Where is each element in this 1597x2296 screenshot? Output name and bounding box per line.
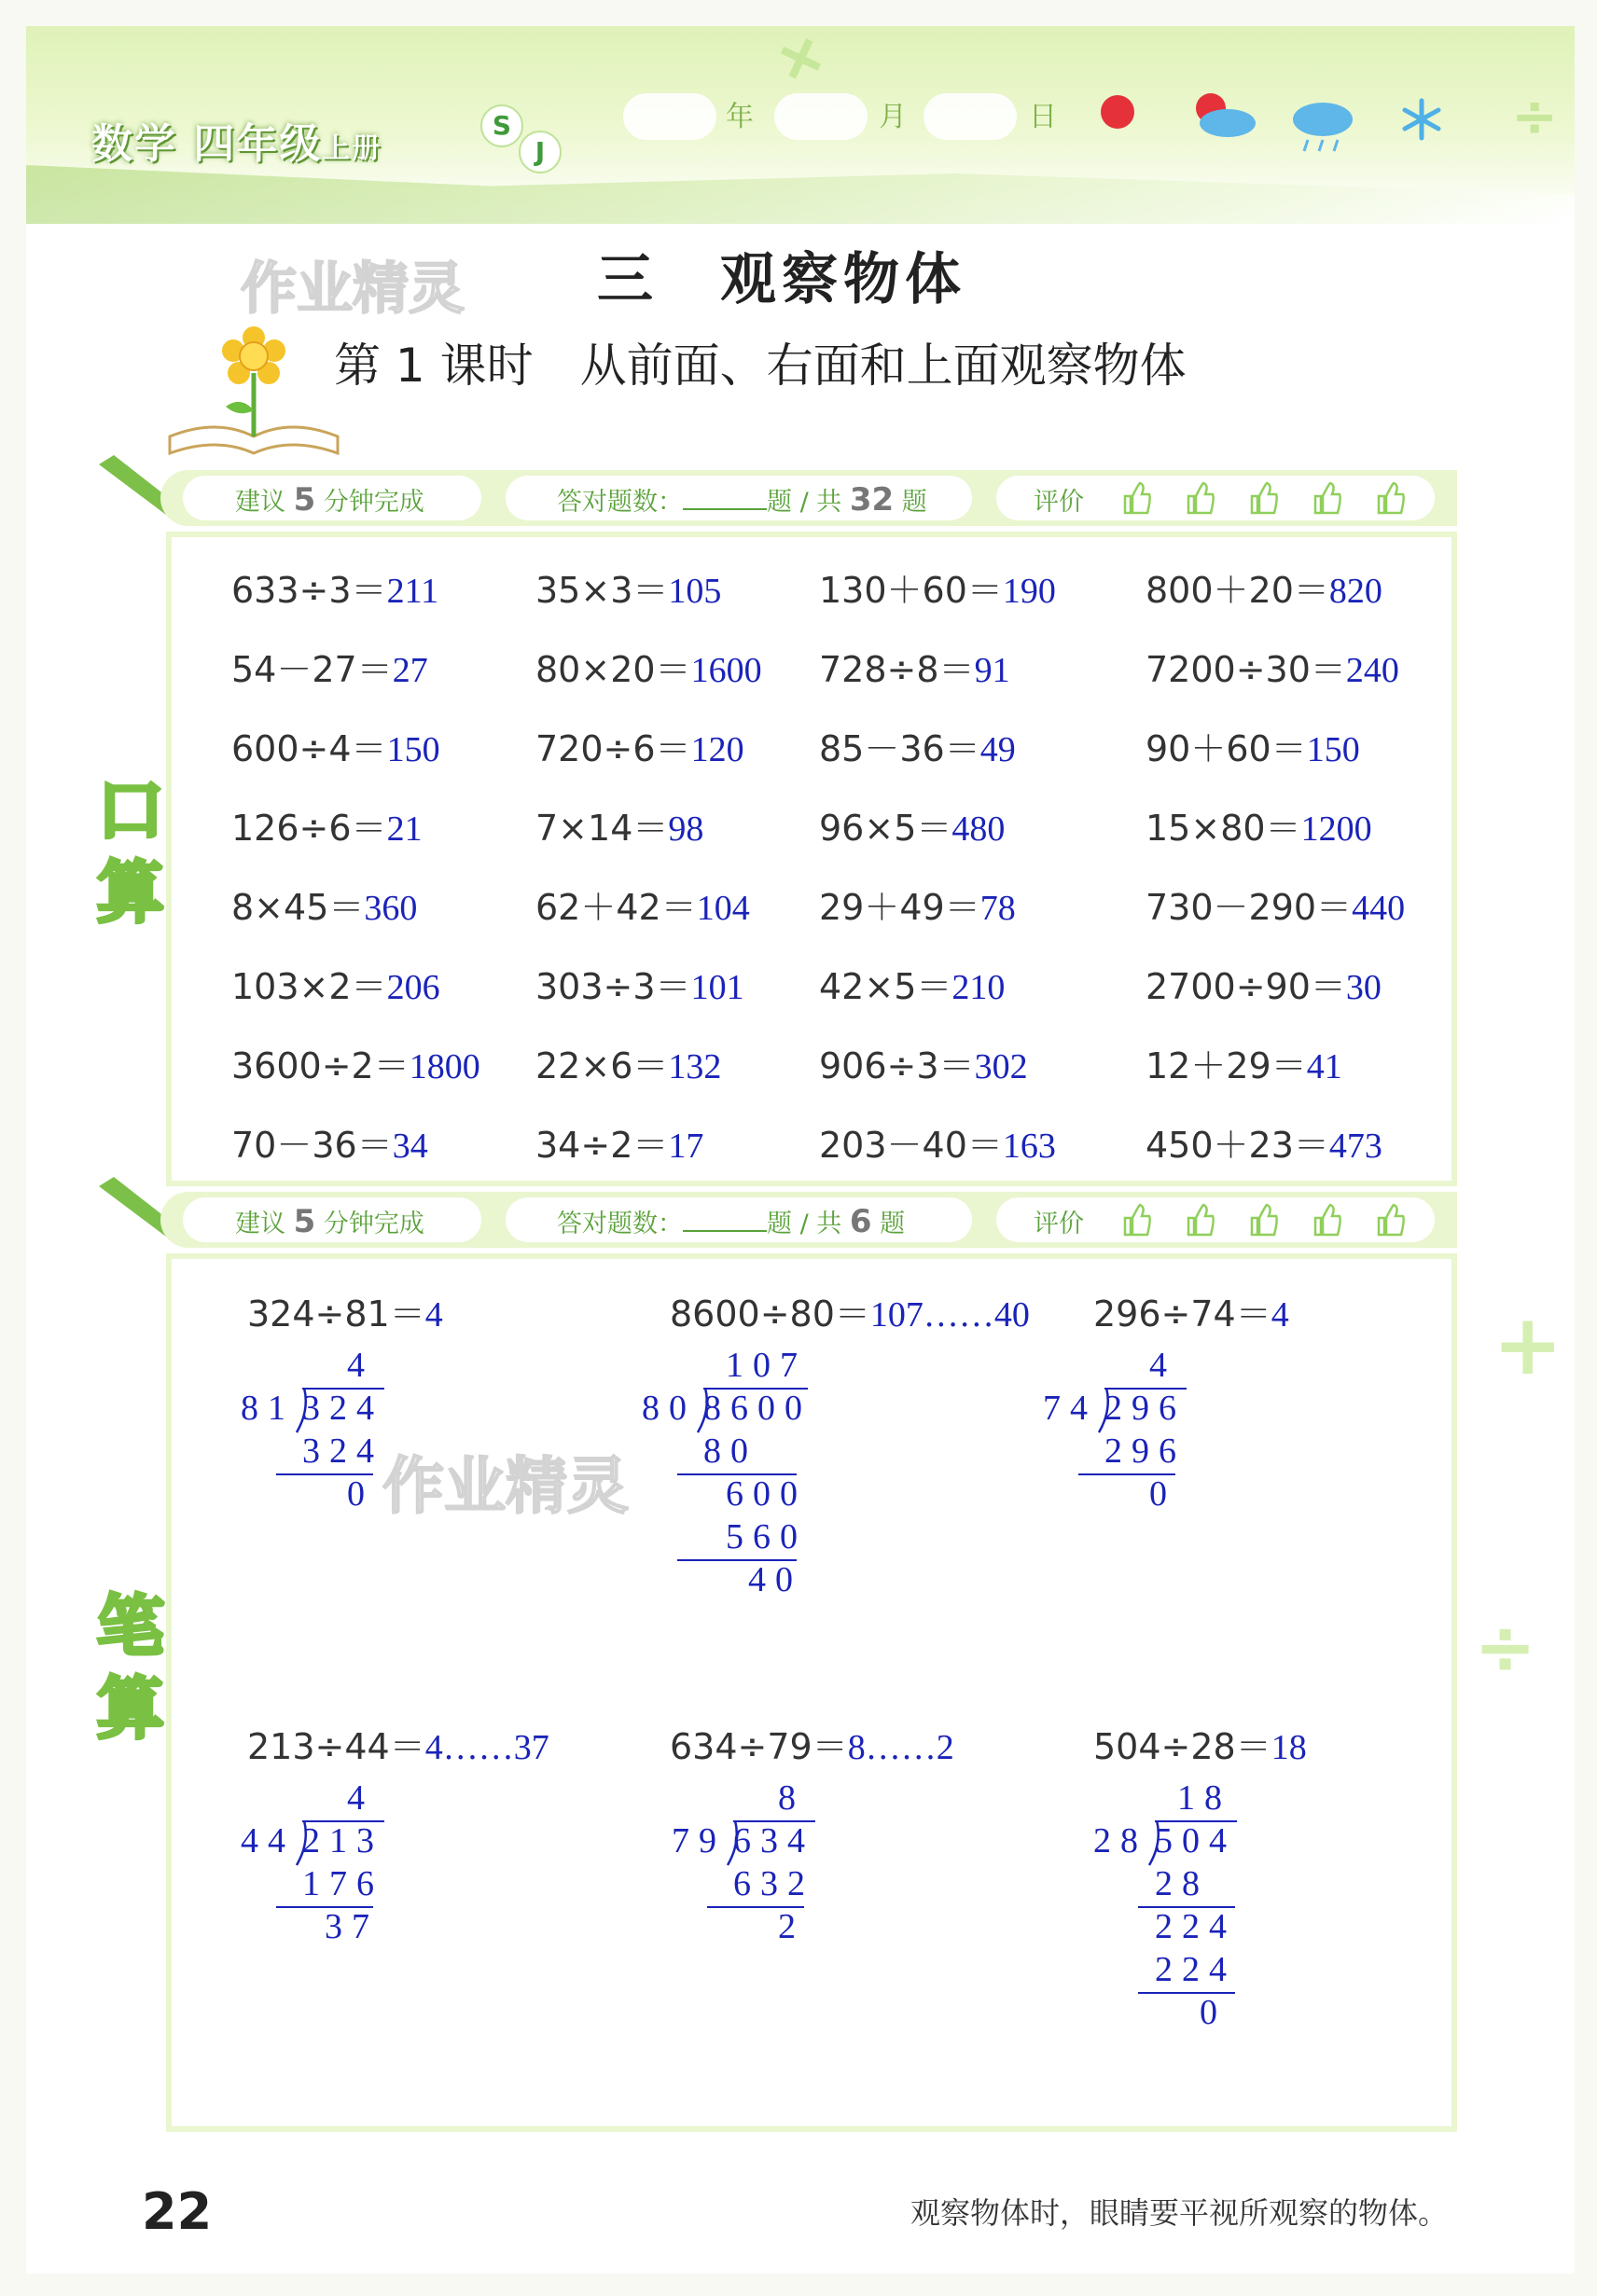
oral-answer[interactable]: 132 bbox=[668, 1047, 722, 1086]
oral-answer[interactable]: 49 bbox=[979, 730, 1016, 769]
total-label-pre: 题 / 共 bbox=[767, 488, 842, 517]
oral-question: 62＋42＝ bbox=[535, 887, 697, 928]
oral-question: 7×14＝ bbox=[535, 808, 669, 849]
written-problem bbox=[670, 1718, 954, 1769]
oral-question: 80×20＝ bbox=[535, 649, 691, 690]
oral-problem bbox=[535, 641, 762, 692]
oral-answer[interactable]: 820 bbox=[1328, 572, 1382, 611]
oral-problem bbox=[1146, 1116, 1382, 1168]
oral-question: 96×5＝ bbox=[819, 808, 952, 849]
page-number: 22 bbox=[142, 2182, 213, 2241]
watermark: 作业精灵 bbox=[241, 256, 465, 322]
side-char: 算 bbox=[96, 853, 164, 932]
oral-problem bbox=[1146, 1037, 1342, 1088]
oral-answer[interactable]: 211 bbox=[386, 572, 439, 611]
oral-question: 85－36＝ bbox=[819, 728, 980, 769]
total-count: 32 bbox=[849, 481, 895, 519]
oral-question: 90＋60＝ bbox=[1146, 728, 1307, 769]
rain-cloud-icon[interactable] bbox=[1287, 97, 1358, 153]
written-answer[interactable]: 107……40 bbox=[869, 1295, 1030, 1335]
oral-question: 34÷2＝ bbox=[535, 1125, 669, 1166]
division-step: 632 bbox=[733, 1864, 814, 1903]
oral-question: 906÷3＝ bbox=[819, 1045, 975, 1086]
written-question: 213÷44＝ bbox=[247, 1726, 425, 1767]
oral-question: 303÷3＝ bbox=[535, 966, 691, 1007]
division-quotient[interactable]: 4 bbox=[1149, 1346, 1176, 1385]
oral-problem bbox=[231, 561, 438, 613]
division-dividend: 324 bbox=[302, 1389, 383, 1428]
oral-answer[interactable]: 78 bbox=[979, 889, 1016, 928]
oral-question: 103×2＝ bbox=[231, 966, 387, 1007]
oral-answer[interactable]: 206 bbox=[386, 968, 440, 1007]
oral-problem bbox=[535, 799, 703, 851]
written-problem bbox=[1093, 1285, 1289, 1336]
oral-answer[interactable]: 104 bbox=[696, 889, 750, 928]
written-problem bbox=[1093, 1718, 1307, 1769]
oral-question: 15×80＝ bbox=[1146, 808, 1301, 849]
oral-answer[interactable]: 480 bbox=[951, 809, 1006, 849]
oral-problem bbox=[819, 799, 1005, 851]
written-answer[interactable]: 8……2 bbox=[847, 1728, 954, 1767]
thumb-up-icon[interactable] bbox=[1312, 1203, 1341, 1237]
division-step: 37 bbox=[325, 1907, 379, 1946]
division-dividend: 213 bbox=[302, 1821, 383, 1860]
division-quotient[interactable]: 107 bbox=[726, 1346, 807, 1385]
thumb-up-icon[interactable] bbox=[1248, 1203, 1278, 1237]
thumb-up-icon[interactable] bbox=[1185, 481, 1215, 515]
thumb-up-icon[interactable] bbox=[1121, 1203, 1151, 1237]
total-label-post: 题 bbox=[901, 488, 927, 517]
written-question: 296÷74＝ bbox=[1093, 1293, 1271, 1335]
division-divisor: 80 bbox=[642, 1389, 696, 1428]
oral-problem bbox=[819, 958, 1005, 1009]
suggest-text bbox=[235, 1203, 424, 1240]
division-step: 0 bbox=[1149, 1474, 1176, 1514]
suggest-text bbox=[235, 481, 424, 519]
oral-problem bbox=[819, 641, 1010, 692]
division-step: 80 bbox=[703, 1432, 757, 1471]
correct-count-input[interactable] bbox=[683, 508, 767, 510]
lesson-title: 第 1 课时 从前面、右面和上面观察物体 bbox=[334, 339, 1187, 393]
oral-problem bbox=[231, 720, 440, 771]
oral-question: 728÷8＝ bbox=[819, 649, 975, 690]
division-dividend: 634 bbox=[733, 1821, 814, 1860]
oral-problem bbox=[535, 720, 744, 771]
cloud-sun-icon[interactable] bbox=[1187, 90, 1257, 142]
oral-answer[interactable]: 120 bbox=[690, 730, 744, 769]
rating-label: 评价 bbox=[1034, 488, 1084, 517]
footer-tip: 观察物体时，眼睛要平视所观察的物体。 bbox=[910, 2195, 1448, 2231]
year-label: 年 bbox=[726, 101, 754, 133]
written-question: 324÷81＝ bbox=[247, 1293, 425, 1335]
suggest-label: 建议 bbox=[235, 1210, 285, 1238]
division-step: 28 bbox=[1155, 1864, 1209, 1903]
book-title-main: 数学 四年级 bbox=[91, 120, 323, 168]
oral-answer[interactable]: 150 bbox=[1306, 730, 1360, 769]
suggest-label: 建议 bbox=[235, 488, 285, 517]
thumb-up-icon[interactable] bbox=[1121, 481, 1151, 515]
thumb-up-icon[interactable] bbox=[1248, 481, 1278, 515]
section2-bar bbox=[160, 1192, 1457, 1248]
oral-problem bbox=[1146, 958, 1382, 1009]
oral-answer[interactable]: 101 bbox=[690, 968, 744, 1007]
oral-problem bbox=[535, 1037, 721, 1088]
written-answer[interactable]: 4 bbox=[1271, 1295, 1289, 1335]
month-input[interactable] bbox=[774, 93, 868, 140]
oral-question: 450＋23＝ bbox=[1146, 1125, 1329, 1166]
division-quotient[interactable]: 4 bbox=[347, 1778, 374, 1818]
correct-label: 答对题数： bbox=[557, 488, 683, 517]
watermark: 作业精灵 bbox=[382, 1450, 629, 1522]
oral-answer[interactable]: 34 bbox=[392, 1127, 428, 1166]
oral-answer[interactable]: 302 bbox=[974, 1047, 1028, 1086]
oral-answer[interactable]: 210 bbox=[951, 968, 1006, 1007]
written-question: 8600÷80＝ bbox=[670, 1293, 870, 1335]
oral-answer[interactable]: 98 bbox=[668, 809, 704, 849]
written-problem bbox=[247, 1285, 443, 1336]
month-label: 月 bbox=[879, 101, 907, 133]
oral-answer[interactable]: 440 bbox=[1352, 889, 1406, 928]
division-step: 224 bbox=[1155, 1907, 1236, 1946]
suggest-minutes: 5 bbox=[293, 481, 316, 519]
division-step: 176 bbox=[302, 1864, 383, 1903]
book-title-small: 上册 bbox=[322, 132, 382, 165]
oral-question: 70－36＝ bbox=[231, 1125, 393, 1166]
oral-answer[interactable]: 91 bbox=[974, 651, 1010, 690]
oral-answer[interactable]: 21 bbox=[386, 809, 423, 849]
oral-answer[interactable]: 1600 bbox=[690, 651, 762, 690]
oral-answer[interactable]: 163 bbox=[1002, 1127, 1056, 1166]
flower-book-icon bbox=[160, 317, 347, 457]
division-dividend: 504 bbox=[1155, 1821, 1236, 1860]
written-problem bbox=[670, 1285, 1030, 1336]
oral-question: 29＋49＝ bbox=[819, 887, 980, 928]
division-quotient[interactable]: 18 bbox=[1177, 1778, 1231, 1818]
day-label: 日 bbox=[1029, 101, 1057, 133]
edition-badge-s: S bbox=[480, 104, 523, 147]
thumb-up-icon[interactable] bbox=[1375, 481, 1405, 515]
total-count: 6 bbox=[849, 1203, 872, 1240]
division-step: 296 bbox=[1104, 1432, 1186, 1471]
suggest-minutes: 5 bbox=[293, 1203, 316, 1240]
side-char: 口 bbox=[96, 771, 164, 850]
divide-decoration: ÷ bbox=[1474, 1604, 1537, 1691]
side-char: 笔 bbox=[96, 1587, 164, 1666]
oral-question: 54－27＝ bbox=[231, 649, 393, 690]
written-answer[interactable]: 18 bbox=[1271, 1728, 1307, 1767]
division-step: 0 bbox=[347, 1474, 374, 1514]
suggest-unit: 分钟完成 bbox=[323, 1210, 424, 1238]
division-step: 560 bbox=[726, 1517, 807, 1556]
sun-icon[interactable] bbox=[1099, 93, 1136, 131]
correct-label: 答对题数： bbox=[557, 1210, 683, 1238]
oral-problem bbox=[231, 799, 423, 851]
section1-bar bbox=[160, 470, 1457, 526]
oral-question: 130＋60＝ bbox=[819, 570, 1003, 611]
oral-problem bbox=[231, 958, 440, 1009]
oral-answer[interactable]: 240 bbox=[1345, 651, 1399, 690]
oral-problem bbox=[231, 878, 417, 930]
oral-question: 633÷3＝ bbox=[231, 570, 387, 611]
oral-problem bbox=[1146, 878, 1405, 930]
written-question: 504÷28＝ bbox=[1093, 1726, 1271, 1767]
thumb-up-icon[interactable] bbox=[1312, 481, 1341, 515]
oral-question: 8×45＝ bbox=[231, 887, 365, 928]
written-answer[interactable]: 4 bbox=[424, 1295, 443, 1335]
division-quotient[interactable]: 4 bbox=[347, 1346, 374, 1385]
oral-problem bbox=[819, 878, 1016, 930]
oral-answer[interactable]: 1200 bbox=[1300, 809, 1372, 849]
total-label-post: 题 bbox=[880, 1210, 906, 1238]
thumb-up-icon[interactable] bbox=[1375, 1203, 1405, 1237]
division-step: 324 bbox=[302, 1432, 383, 1471]
division-step: 0 bbox=[1200, 1993, 1227, 2032]
oral-question: 35×3＝ bbox=[535, 570, 669, 611]
plus-decoration: + bbox=[1493, 1296, 1563, 1394]
oral-answer[interactable]: 105 bbox=[668, 572, 722, 611]
oral-problem bbox=[1146, 641, 1399, 692]
written-problem bbox=[247, 1718, 549, 1769]
written-answer[interactable]: 4……37 bbox=[424, 1728, 549, 1767]
score-text bbox=[557, 1203, 905, 1240]
oral-problem bbox=[535, 561, 721, 613]
oral-answer[interactable]: 360 bbox=[364, 889, 418, 928]
oral-question: 720÷6＝ bbox=[535, 728, 691, 769]
oral-problem bbox=[231, 641, 428, 692]
division-step: 2 bbox=[778, 1907, 805, 1946]
oral-problem bbox=[819, 720, 1016, 771]
written-side-label bbox=[89, 1585, 173, 1750]
day-input[interactable] bbox=[923, 93, 1017, 140]
rating-label: 评价 bbox=[1034, 1210, 1084, 1238]
division-divisor: 79 bbox=[672, 1821, 726, 1860]
oral-question: 22×6＝ bbox=[535, 1045, 669, 1086]
oral-answer[interactable]: 1800 bbox=[409, 1047, 480, 1086]
oral-problem bbox=[1146, 561, 1382, 613]
written-question: 634÷79＝ bbox=[670, 1726, 848, 1767]
division-divisor: 28 bbox=[1093, 1821, 1147, 1860]
oral-answer[interactable]: 473 bbox=[1328, 1127, 1382, 1166]
division-quotient[interactable]: 8 bbox=[778, 1778, 805, 1818]
oral-problem bbox=[1146, 799, 1372, 851]
score-text bbox=[557, 481, 927, 519]
book-title bbox=[91, 110, 382, 170]
division-step: 600 bbox=[726, 1474, 807, 1514]
division-dividend: 8600 bbox=[703, 1389, 812, 1428]
oral-problem bbox=[535, 958, 744, 1009]
divide-decoration: ÷ bbox=[1511, 84, 1559, 149]
oral-answer[interactable]: 27 bbox=[392, 651, 428, 690]
year-input[interactable] bbox=[623, 93, 716, 140]
oral-answer[interactable]: 150 bbox=[386, 730, 440, 769]
division-dividend: 296 bbox=[1104, 1389, 1186, 1428]
oral-question: 600÷4＝ bbox=[231, 728, 387, 769]
oral-answer[interactable]: 30 bbox=[1345, 968, 1382, 1007]
snowflake-icon[interactable] bbox=[1399, 97, 1444, 142]
division-divisor: 81 bbox=[241, 1389, 295, 1428]
suggest-unit: 分钟完成 bbox=[323, 488, 424, 517]
oral-question: 126÷6＝ bbox=[231, 808, 387, 849]
oral-question: 7200÷30＝ bbox=[1146, 649, 1346, 690]
division-divisor: 44 bbox=[241, 1821, 295, 1860]
oral-answer[interactable]: 17 bbox=[668, 1127, 704, 1166]
oral-answer[interactable]: 41 bbox=[1306, 1047, 1342, 1086]
division-step: 224 bbox=[1155, 1950, 1236, 1989]
oral-problem bbox=[819, 561, 1056, 613]
plus-decoration: + bbox=[760, 10, 843, 104]
oral-question: 730－290＝ bbox=[1146, 887, 1353, 928]
oral-question: 2700÷90＝ bbox=[1146, 966, 1346, 1007]
oral-problem bbox=[819, 1037, 1028, 1088]
side-char: 算 bbox=[96, 1669, 164, 1748]
correct-count-input[interactable] bbox=[683, 1230, 767, 1232]
oral-side-label bbox=[89, 769, 173, 934]
oral-question: 800＋20＝ bbox=[1146, 570, 1329, 611]
oral-question: 3600÷2＝ bbox=[231, 1045, 410, 1086]
oral-problem bbox=[819, 1116, 1056, 1168]
chapter-title: 三 观察物体 bbox=[597, 247, 966, 312]
division-step: 40 bbox=[748, 1560, 802, 1599]
oral-answer[interactable]: 190 bbox=[1002, 572, 1056, 611]
division-divisor: 74 bbox=[1043, 1389, 1097, 1428]
oral-problem bbox=[1146, 720, 1360, 771]
edition-badge-j: J bbox=[519, 131, 562, 173]
thumb-up-icon[interactable] bbox=[1185, 1203, 1215, 1237]
oral-problem bbox=[535, 1116, 703, 1168]
total-label-pre: 题 / 共 bbox=[767, 1210, 842, 1238]
oral-question: 42×5＝ bbox=[819, 966, 952, 1007]
oral-problem bbox=[231, 1116, 428, 1168]
oral-question: 203－40＝ bbox=[819, 1125, 1003, 1166]
oral-problem bbox=[231, 1037, 480, 1088]
oral-question: 12＋29＝ bbox=[1146, 1045, 1307, 1086]
oral-problem bbox=[535, 878, 750, 930]
